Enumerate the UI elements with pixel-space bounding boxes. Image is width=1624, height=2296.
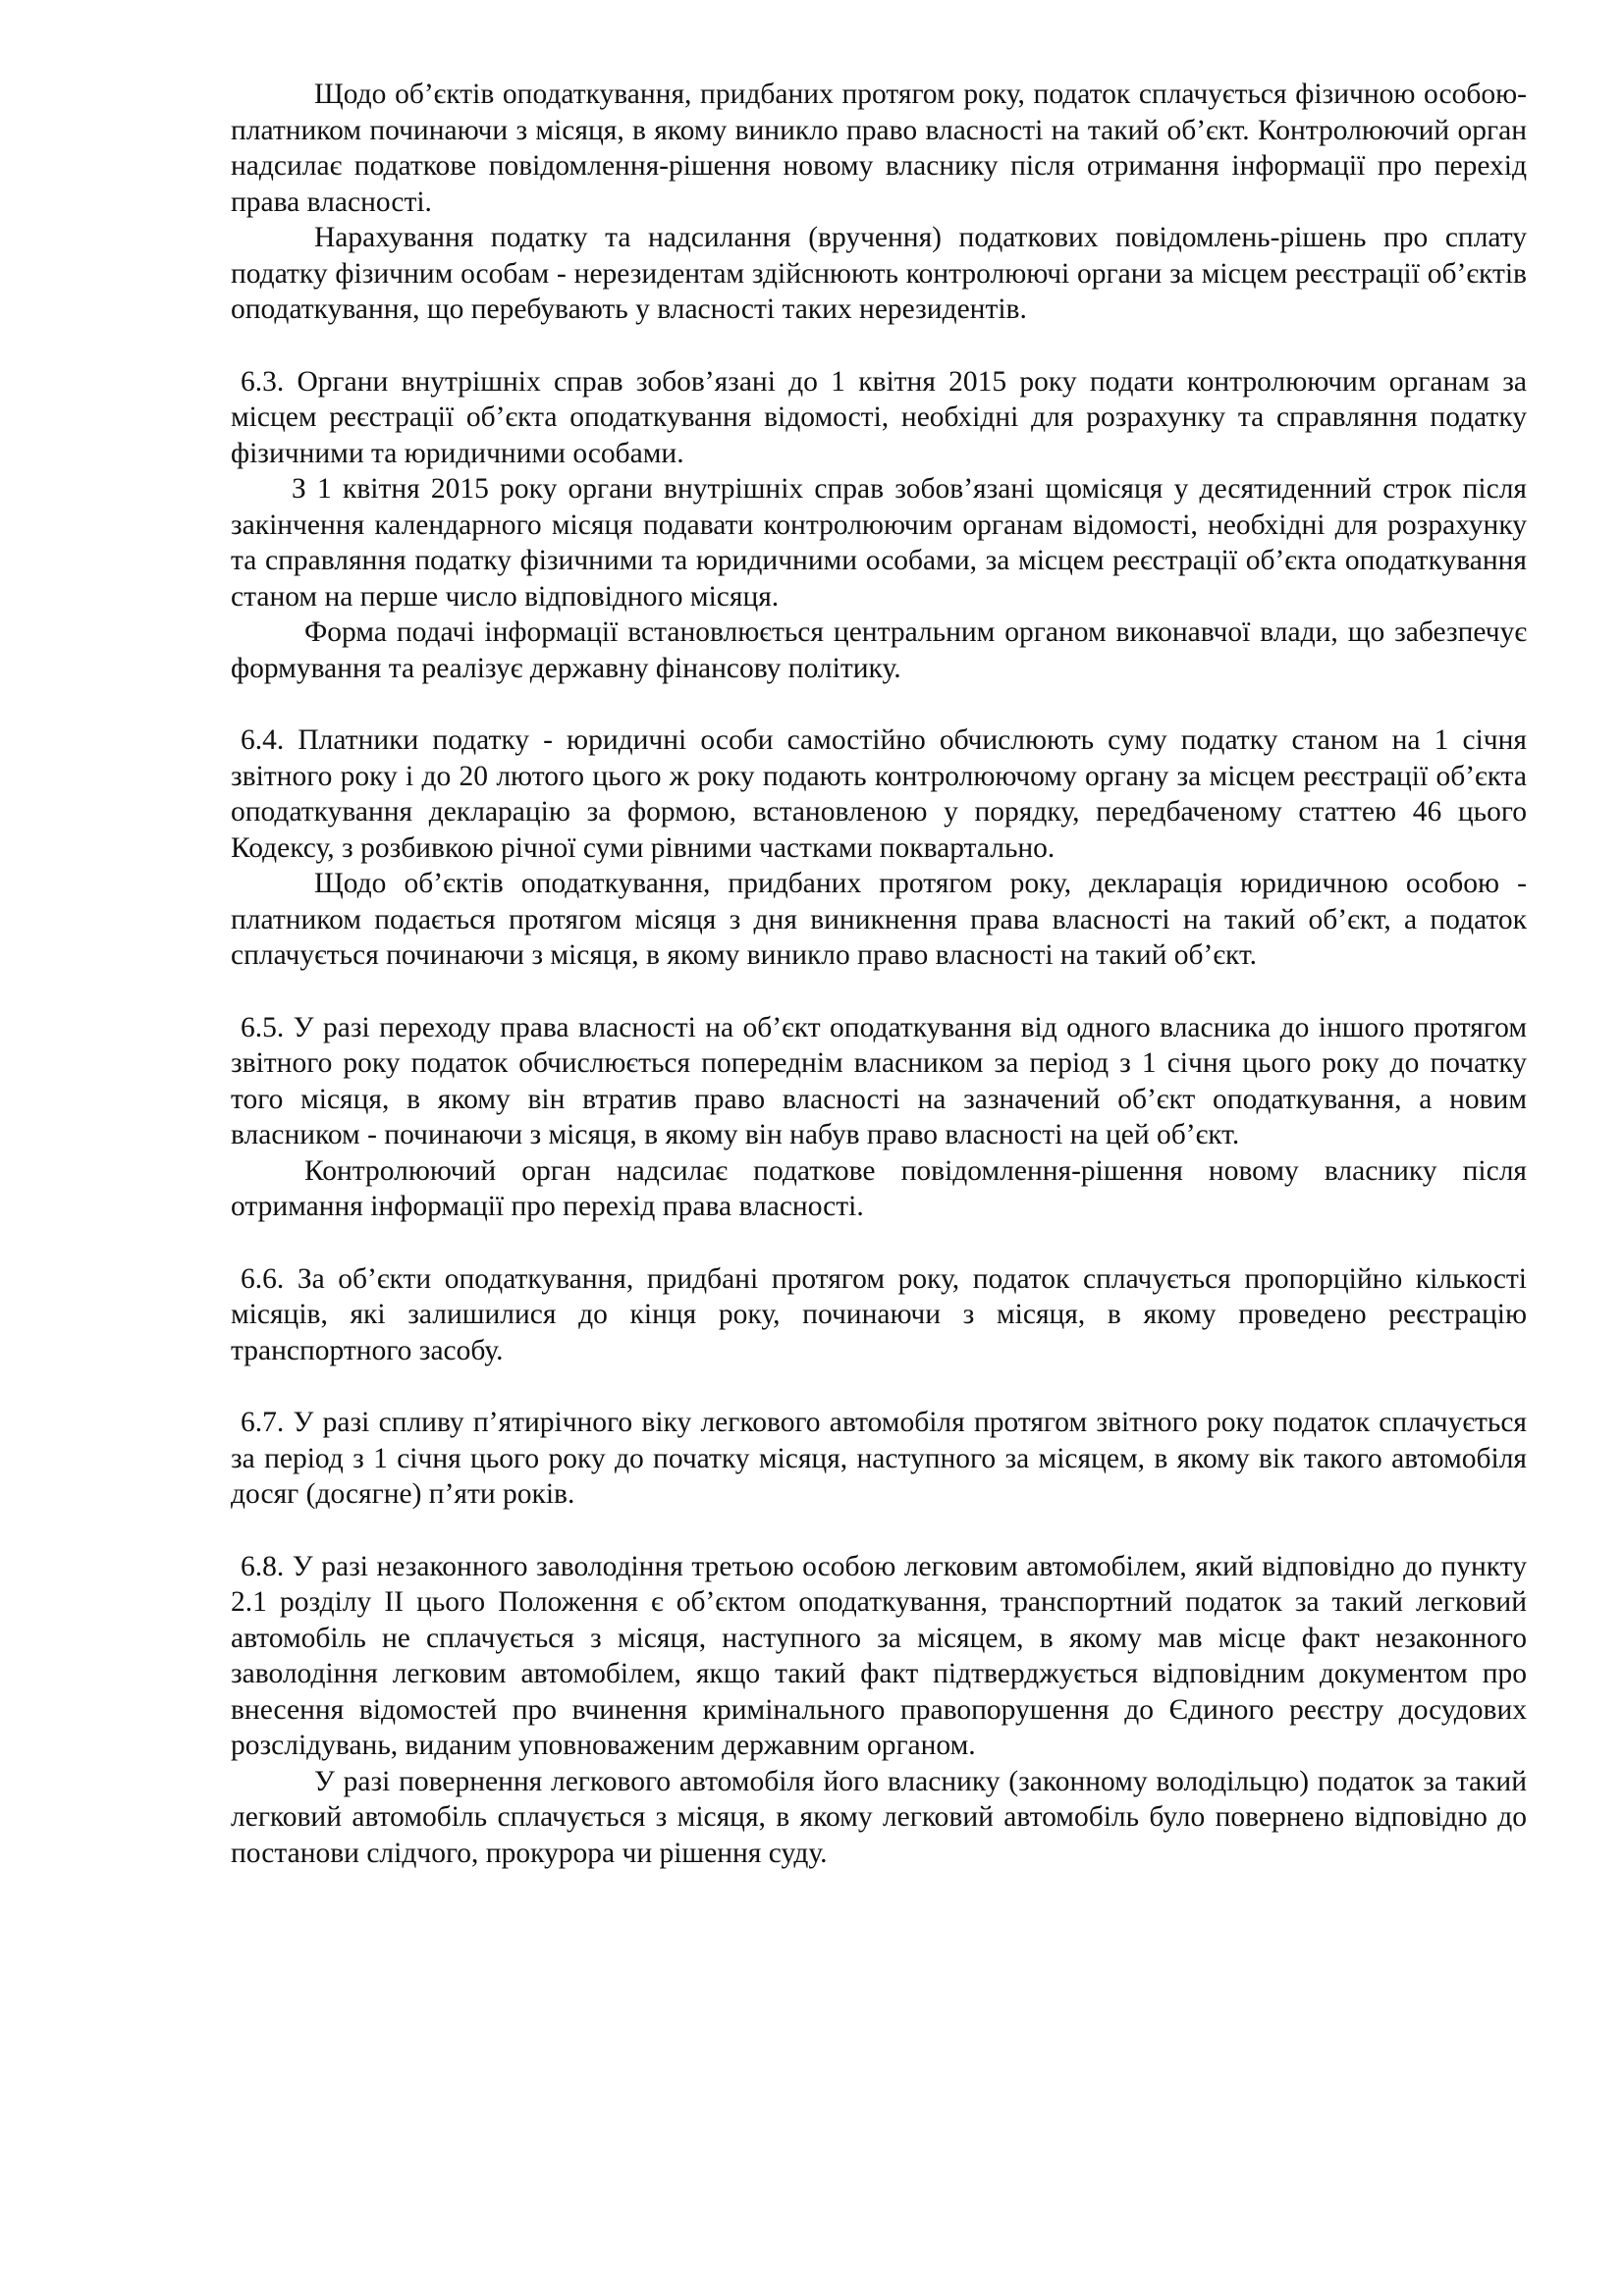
paragraph-6-5: 6.5. У разі переходу права власності на об’єкт оподаткування від одного власника до іншого протягом звітного року податок обчислюється попереднім власником за період з 1 січня цього року до початку того місяця, в якому він втратив право власності на зазначений об’єкт оподаткування, а новим власником - починаючи з місяця, в якому він набув право власності на цей об’єкт. [231, 1011, 1527, 1150]
paragraph-6-7: 6.7. У разі спливу п’ятирічного віку легкового автомобіля протягом звітного року податок сплачується за період з 1 січня цього року до початку місяця, наступного за місяцем, в якому вік такого автомобіля досяг (досягне) п’яти років. [231, 1407, 1527, 1510]
spacer [231, 1368, 1527, 1405]
paragraph-6-4: 6.4. Платники податку - юридичні особи самостійно обчислюють суму податку станом на 1 січня звітного року і до 20 лютого цього ж року подають контролюючому органу за місцем реєстрації об’єкта оподаткування декларацію за формою, встановленою у порядку, передбаченому статтею 46 цього Кодексу, з розбивкою річної суми рівними частками поквартально. [231, 724, 1527, 864]
paragraph-non-residents: Нарахування податку та надсилання (вручення) податкових повідомлень-рішень про сплату податку фізичним особам - нерезидентам здійснюють контролюючі органи за місцем реєстрації об’єктів оподаткування, що перебувають у власності таких нерезидентів. [231, 222, 1527, 325]
spacer [231, 686, 1527, 722]
paragraph-6-8-return: У разі повернення легкового автомобіля його власнику (законному володільцю) податок за такий легковий автомобіль сплачується з місяця, в якому легковий автомобіль було повернено відповідно до постанови слідчого, прокурора чи рішення суду. [231, 1765, 1527, 1869]
spacer [231, 974, 1527, 1010]
paragraph-6-5-notice: Контролюючий орган надсилає податкове повідомлення-рішення новому власнику після отримання інформації про перехід права власності. [231, 1154, 1527, 1222]
paragraph-6-3-monthly: З 1 квітня 2015 року органи внутрішніх справ зобов’язані щомісяця у десятиденний строк після закінчення календарного місяця подавати контролюючим органам відомості, необхідні для розрахунку та справляння податку фізичними та юридичними особами, за місцем реєстрації об’єкта оподаткування станом на перше число відповідного місяця. [231, 473, 1527, 613]
spacer [231, 328, 1527, 364]
paragraph-6-3: 6.3. Органи внутрішніх справ зобов’язані до 1 квітня 2015 року подати контролюючим органам за місцем реєстрації об’єкта оподаткування відомості, необхідні для розрахунку та справляння податку фізичними та юридичними особами. [231, 365, 1527, 469]
paragraph-6-3-form: Форма подачі інформації встановлюється центральним органом виконавчої влади, що забезпечує формування та реалізує державну фінансову політику. [231, 616, 1527, 684]
paragraph-6-6: 6.6. За об’єкти оподаткування, придбані протягом року, податок сплачується пропорційно кількості місяців, які залишилися до кінця року, починаючи з місяця, в якому проведено реєстрацію транспортного засобу. [231, 1262, 1527, 1366]
paragraph-6-8: 6.8. У разі незаконного заволодіння третьою особою легковим автомобілем, який відповідно до пункту 2.1 розділу ІІ цього Положення є об’єктом оподаткування, транспортний податок за такий легковий автомобіль не сплачується з місяця, наступного за місяцем, в якому мав місце факт незаконного заволодіння легковим автомобілем, якщо такий факт підтверджується відповідним документом про внесення відомостей про вчинення кримінального правопорушення до Єдиного реєстру досудових розслідувань, виданим уповноваженим державним органом. [231, 1550, 1527, 1761]
paragraph-6-4-acquired: Щодо об’єктів оподаткування, придбаних протягом року, декларація юридичною особою - платником подається протягом місяця з дня виникнення права власності на такий об’єкт, а податок сплачується починаючи з місяця, в якому виникло право власності на такий об’єкт. [231, 868, 1527, 971]
paragraph-acquired-objects-individuals: Щодо об’єктів оподаткування, придбаних протягом року, податок сплачується фізичною особою-платником починаючи з місяця, в якому виникло право власності на такий об’єкт. Контролюючий орган надсилає податкове повідомлення-рішення новому власнику після отримання інформації про перехід права власності. [231, 79, 1527, 218]
spacer [231, 1225, 1527, 1261]
spacer [231, 1513, 1527, 1549]
document-page [231, 77, 1527, 1871]
